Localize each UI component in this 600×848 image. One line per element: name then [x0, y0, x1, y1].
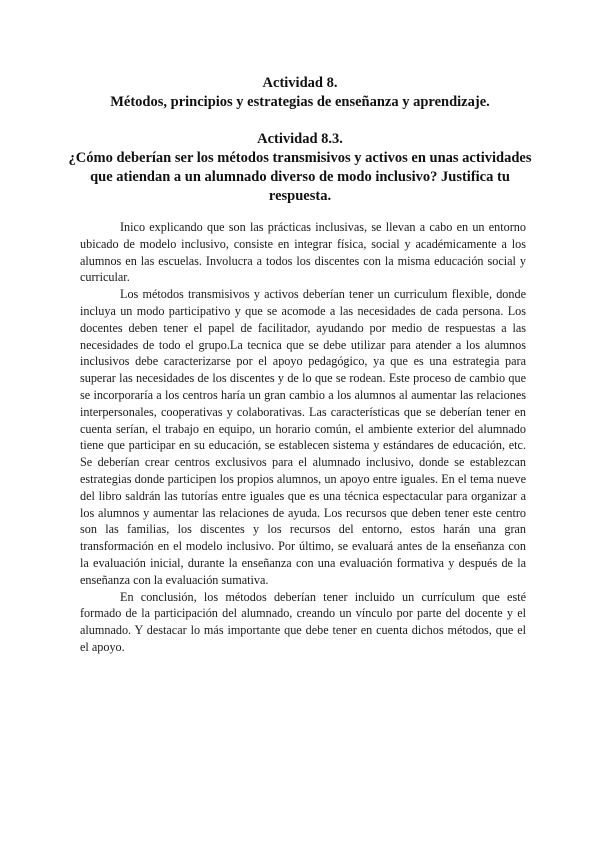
activity-header: [40, 74, 560, 112]
sub-activity-number: Actividad 8.3.: [257, 131, 343, 147]
answer-body: [80, 219, 526, 656]
question-text: ¿Cómo deberían ser los métodos transmisivos y activos en unas actividades que atiendan a un alumnado diverso de modo inclusivo? Justifica tu respuesta.: [68, 150, 532, 204]
activity-title: Métodos, principios y estrategias de enseñanza y aprendizaje.: [110, 94, 490, 110]
paragraph-development: Los métodos transmisivos y activos deberían tener un curriculum flexible, donde incluya un modo participativo y que se acomode a las necesidades de cada persona. Los docentes deben tener el papel de facilitador, ayudando por medio de respuestas a las necesidades de todo el grupo.La tecnica que se debe utilizar para atender a los alumnos inclusivos debe caracterizarse por el apoyo pedagógico, ya que es una estrategia para superar las necesidades de los discentes y de lo que se rodean. Este proceso de cambio que se incorporaría a los centros haría un gran cambio a los alumnos al aumentar las relaciones interpersonales, cooperativas y colaborativas. Las características que se deberían tener en cuenta serían, el trabajo en equipo, un horario común, el ambiente exterior del alumnado tiene que participar en su educación, se establecen sistema y estándares de educación, etc. Se deberían crear centros exclusivos para el alumnado inclusivo, donde se establezcan estrategias donde participen los propios alumnos, un apoyo entre iguales. En el tema nueve del libro saldrán las tutorías entre iguales que es una técnica espectacular para organizar a los alumnos y aumentar las relaciones de ayuda. Los recursos que deben tener este centro son las familias, los discentes y los recursos del entorno, estos harán una gran transformación en el modelo inclusivo. Por último, se evaluará antes de la enseñanza con la evaluación inicial, durante la enseñanza con una evaluación formativa y después de la enseñanza con la evaluación sumativa.: [80, 287, 526, 587]
paragraph-conclusion: En conclusión, los métodos deberían tener incluido un currículum que esté formado de la participación del alumnado, creando un vínculo por parte del docente y el alumnado. Y destacar lo más importante que debe tener en cuenta dichos métodos, que el el apoyo.: [80, 589, 526, 654]
paragraph-introduction: Inico explicando que son las prácticas inclusivas, se llevan a cabo en un entorno ubicado de modelo inclusivo, consiste en integrar física, social y académicamente a los alumnos en las escuelas. Involucra a todos los discentes con la misma educación social y curricular.: [80, 220, 526, 285]
question-header: [40, 130, 560, 206]
activity-number: Actividad 8.: [262, 75, 338, 91]
